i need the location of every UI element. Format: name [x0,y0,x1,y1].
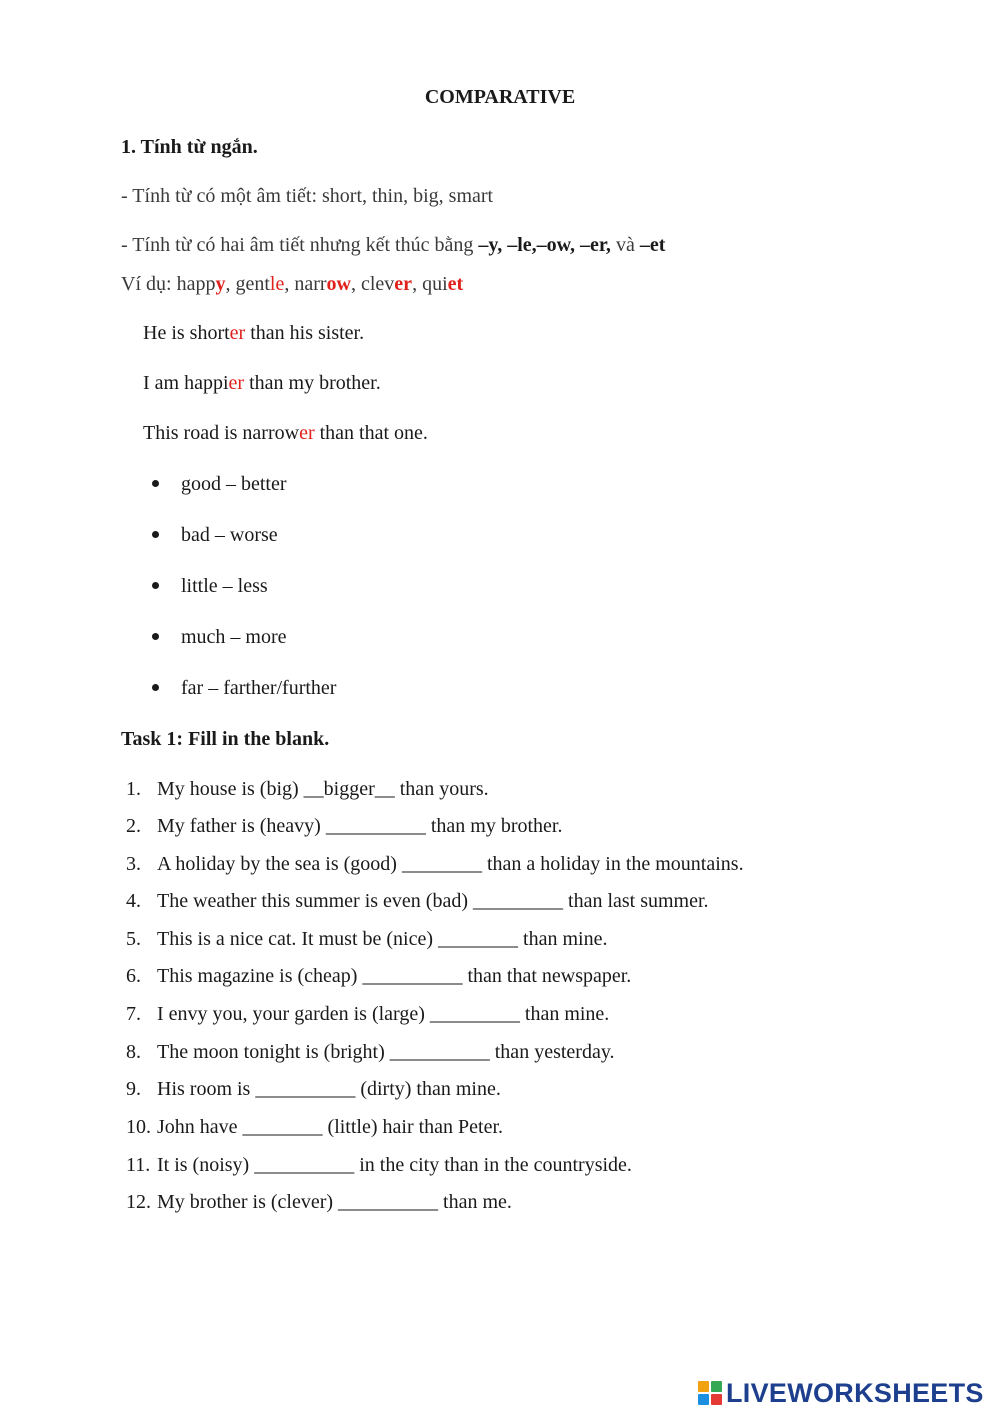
page-title: COMPARATIVE [424,86,576,108]
rule-two-syllable [121,235,665,255]
list-item: much – more [181,626,287,648]
item-number: 6. [126,965,141,987]
list-item: bad – worse [181,524,278,546]
item-number: 12. [126,1191,151,1213]
task-heading: Task 1: Fill in the blank. [121,728,330,750]
task-item: This magazine is (cheap) __________ than that newspaper. [157,965,632,987]
examples-line: Ví dụ: happy, gentle, narrow, clever, quiet [121,273,464,295]
bullet-icon [152,582,159,589]
task-item: A holiday by the sea is (good) ________ than a holiday in the mountains. [157,853,744,875]
example-sentence: He is shorter than his sister. [143,322,365,344]
rule-two-endings: –y, –le,–ow, –er, [478,234,611,256]
rule-two-last: –et [639,234,666,256]
task-item: I envy you, your garden is (large) _________ than mine. [157,1003,610,1025]
task-item: The moon tonight is (bright) __________ than yesterday. [157,1041,615,1063]
list-item: little – less [181,575,268,597]
bullet-icon [152,684,159,691]
list-item: good – better [181,473,287,495]
rule-two-and: và [610,234,640,256]
item-number: 4. [126,890,141,912]
section-heading: 1. Tính từ ngắn. [121,136,258,158]
example-word: quiet [422,273,464,295]
task-item: It is (noisy) __________ in the city than in the countryside. [157,1154,632,1176]
rule-one-syllable: - Tính từ có một âm tiết: short, thin, big, smart [121,185,494,207]
item-number: 10. [126,1116,151,1138]
task-item: The weather this summer is even (bad) _________ than last summer. [157,890,709,912]
bullet-icon [152,480,159,487]
task-item: John have ________ (little) hair than Peter. [157,1116,504,1138]
example-sentence: This road is narrower than that one. [143,422,428,444]
item-number: 7. [126,1003,141,1025]
logo-text: LIVEWORKSHEETS [726,1377,984,1408]
bullet-icon [152,531,159,538]
example-word: narrow [294,273,351,295]
example-word: clever [360,273,413,295]
example-word: gentle [235,273,285,295]
item-number: 8. [126,1041,141,1063]
item-number: 11. [126,1154,151,1176]
rule-two-prefix: - Tính từ có hai âm tiết nhưng kết thúc bằng [121,234,479,256]
task-item: My brother is (clever) __________ than me. [157,1191,512,1213]
task-item: My father is (heavy) __________ than my brother. [157,815,563,837]
item-number: 9. [126,1078,141,1100]
task-item: My house is (big) __bigger__ than yours. [157,778,489,800]
task-item: This is a nice cat. It must be (nice) ________ than mine. [157,928,608,950]
example-word: happy [176,273,226,295]
item-number: 1. [126,778,141,800]
liveworksheets-logo[interactable] [698,1377,984,1408]
item-number: 2. [126,815,141,837]
example-label: Ví dụ: [121,273,177,295]
list-item: far – farther/further [181,677,337,699]
logo-blocks-icon [698,1381,722,1405]
item-number: 3. [126,853,141,875]
bullet-icon [152,633,159,640]
example-sentence: I am happier than my brother. [143,372,381,394]
task-item: His room is __________ (dirty) than mine. [157,1078,501,1100]
item-number: 5. [126,928,141,950]
